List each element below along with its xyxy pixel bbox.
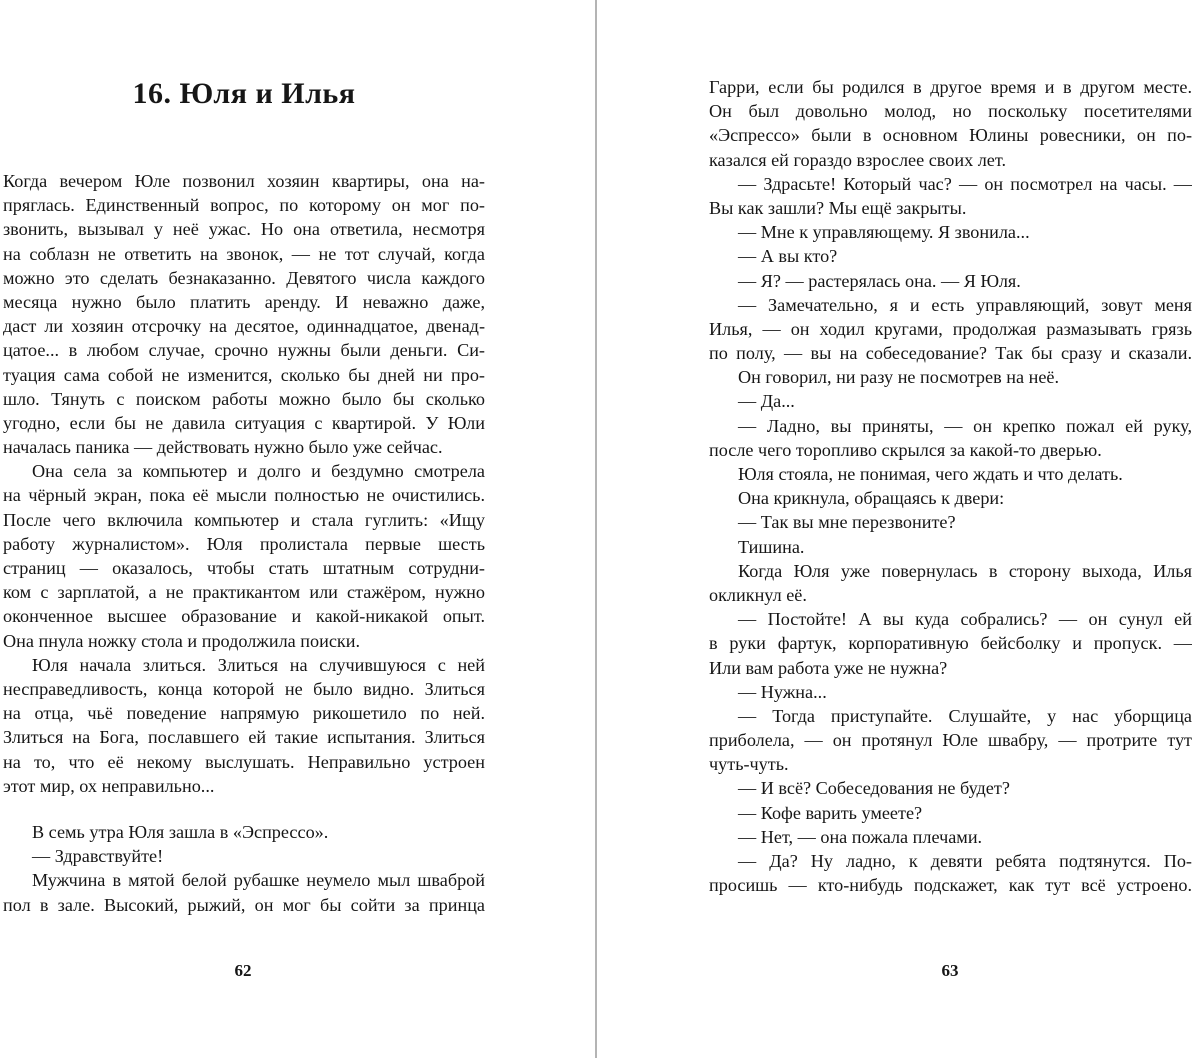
text-line: туация сама собой не изменится, сколько бы дней ни про-: [3, 364, 485, 385]
page-number-left: 62: [234, 961, 252, 980]
text-line: — Так вы мне перезвоните?: [738, 512, 956, 533]
text-line: — Замечательно, я и есть управляющий, зовут меня: [738, 294, 1192, 315]
text-line: — Да...: [738, 391, 795, 412]
text-line: несправедливость, конца которой не было видно. Злиться: [3, 678, 485, 699]
text-line: Злиться на Бога, пославшего ей такие испытания. Злиться: [3, 727, 485, 748]
text-line: страниц — оказалось, чтобы стать штатным сотрудни-: [3, 558, 485, 578]
left-text-block-2: [3, 820, 485, 917]
text-line: пол в зале. Высокий, рыжий, он мог бы сойти за принца: [3, 894, 485, 915]
right-text-block: [709, 75, 1192, 897]
text-line: на отца, чьё поведение напрямую рикошетило по ней.: [3, 703, 485, 724]
text-line: даст ли хозяин отсрочку на десятое, одиннадцатое, двенад-: [3, 316, 485, 337]
text-line: Когда вечером Юле позвонил хозяин квартиры, она на-: [3, 171, 485, 191]
text-line: — Да? Ну ладно, к девяти ребята подтянутся. По-: [738, 851, 1192, 871]
text-line: — Кофе варить умеете?: [738, 802, 923, 823]
text-line: Она крикнула, обращаясь к двери:: [738, 488, 1005, 509]
text-line: просишь — кто-нибудь подскажет, как тут всё устроено.: [709, 875, 1192, 896]
text-line: — И всё? Собеседования не будет?: [738, 778, 1010, 799]
page-number-right: 63: [941, 961, 959, 980]
text-line: — Постойте! А вы куда собрались? — он сунул ей: [738, 609, 1192, 630]
text-line: оконченное высшее образование и какой-никакой опыт.: [3, 606, 485, 627]
text-line: на чёрный экран, пока её мысли полностью не очистились.: [3, 485, 485, 506]
text-line: — Ладно, вы приняты, — он крепко пожал ей руку,: [738, 415, 1192, 436]
text-line: цатое... в любом случае, срочно нужны были деньги. Си-: [3, 340, 485, 361]
text-line: на соблазн не ответить на звонок, — не тот случай, когда: [3, 243, 485, 264]
text-line: шло. Тянуть с поиском работы можно было бы сколько: [3, 388, 485, 409]
text-line: началась паника — действовать нужно было уже сейчас.: [3, 437, 443, 458]
text-line: Гарри, если бы родился в другое время и в другом месте.: [709, 77, 1192, 97]
text-line: — Мне к управляющему. Я звонила...: [738, 222, 1030, 243]
text-line: на то, что её некому выслушать. Неправильно устроен: [3, 751, 485, 772]
text-line: в руки фартук, корпоративную бейсболку и пропуск. —: [709, 633, 1192, 654]
text-line: Когда Юля уже повернулась в сторону выхода, Илья: [738, 560, 1192, 581]
text-line: — Нет, — она пожала плечами.: [738, 826, 983, 847]
text-line: После чего включила компьютер и стала гуглить: «Ищу: [3, 509, 485, 530]
text-line: — Нужна...: [738, 681, 827, 702]
text-line: — А вы кто?: [738, 246, 838, 267]
text-line: «Эспрессо» были в основном Юлины ровесники, он по-: [709, 125, 1192, 146]
right-page: [597, 0, 1192, 1058]
text-line: можно это сделать безнаказанно. Девятого числа каждого: [3, 267, 485, 288]
text-line: казался ей гораздо взрослее своих лет.: [709, 149, 1007, 170]
text-line: Мужчина в мятой белой рубашке неумело мыл шваброй: [32, 870, 485, 891]
text-line: Он был довольно молод, но поскольку посетителями: [709, 101, 1192, 122]
text-line: Она села за компьютер и долго и бездумно смотрела: [32, 461, 485, 482]
text-line: — Я? — растерялась она. — Я Юля.: [738, 270, 1021, 291]
text-line: по полу, — вы на собеседование? Так бы сразу и сказали.: [709, 343, 1192, 364]
left-text-block-1: [3, 169, 485, 798]
text-line: В семь утра Юля зашла в «Эспрессо».: [32, 822, 329, 842]
text-line: Или вам работа уже не нужна?: [709, 657, 948, 678]
text-line: работу журналистом». Юля пролистала первые шесть: [3, 533, 485, 554]
text-line: Тишина.: [738, 536, 805, 557]
text-line: — Здрасьте! Который час? — он посмотрел на часы. —: [738, 173, 1192, 194]
text-line: — Тогда приступайте. Слушайте, у нас уборщица: [738, 705, 1192, 726]
text-line: окликнул её.: [709, 584, 807, 605]
text-line: Илья, — он ходил кругами, продолжая размазывать грязь: [709, 318, 1192, 339]
text-line: после чего торопливо скрылся за какой-то дверью.: [709, 439, 1102, 460]
text-line: чуть-чуть.: [709, 754, 789, 775]
text-line: угодно, если бы не давила ситуация с квартирой. У Юли: [3, 412, 485, 433]
text-line: приболела, — он протянул Юле швабру, — протрите тут: [709, 730, 1192, 751]
text-line: Юля начала злиться. Злиться на случившуюся с ней: [32, 654, 485, 675]
text-line: — Здравствуйте!: [32, 846, 164, 867]
text-line: Он говорил, ни разу не посмотрев на неё.: [738, 367, 1060, 388]
text-line: Вы как зашли? Мы ещё закрыты.: [709, 197, 967, 218]
text-line: ком с зарплатой, а не практикантом или стажёром, нужно: [3, 582, 485, 603]
text-line: этот мир, ох неправильно...: [3, 775, 215, 796]
text-line: Юля стояла, не понимая, чего ждать и что делать.: [738, 464, 1123, 484]
text-line: звонить, вызывал у неё ужас. Но она ответила, несмотря: [3, 219, 485, 240]
text-line: месяца нужно было платить аренду. И неважно даже,: [3, 291, 485, 312]
text-line: Она пнула ножку стола и продолжила поиски.: [3, 630, 361, 651]
chapter-title: 16. Юля и Илья: [132, 77, 356, 110]
text-line: пряглась. Единственный вопрос, по которому он мог по-: [3, 195, 485, 216]
